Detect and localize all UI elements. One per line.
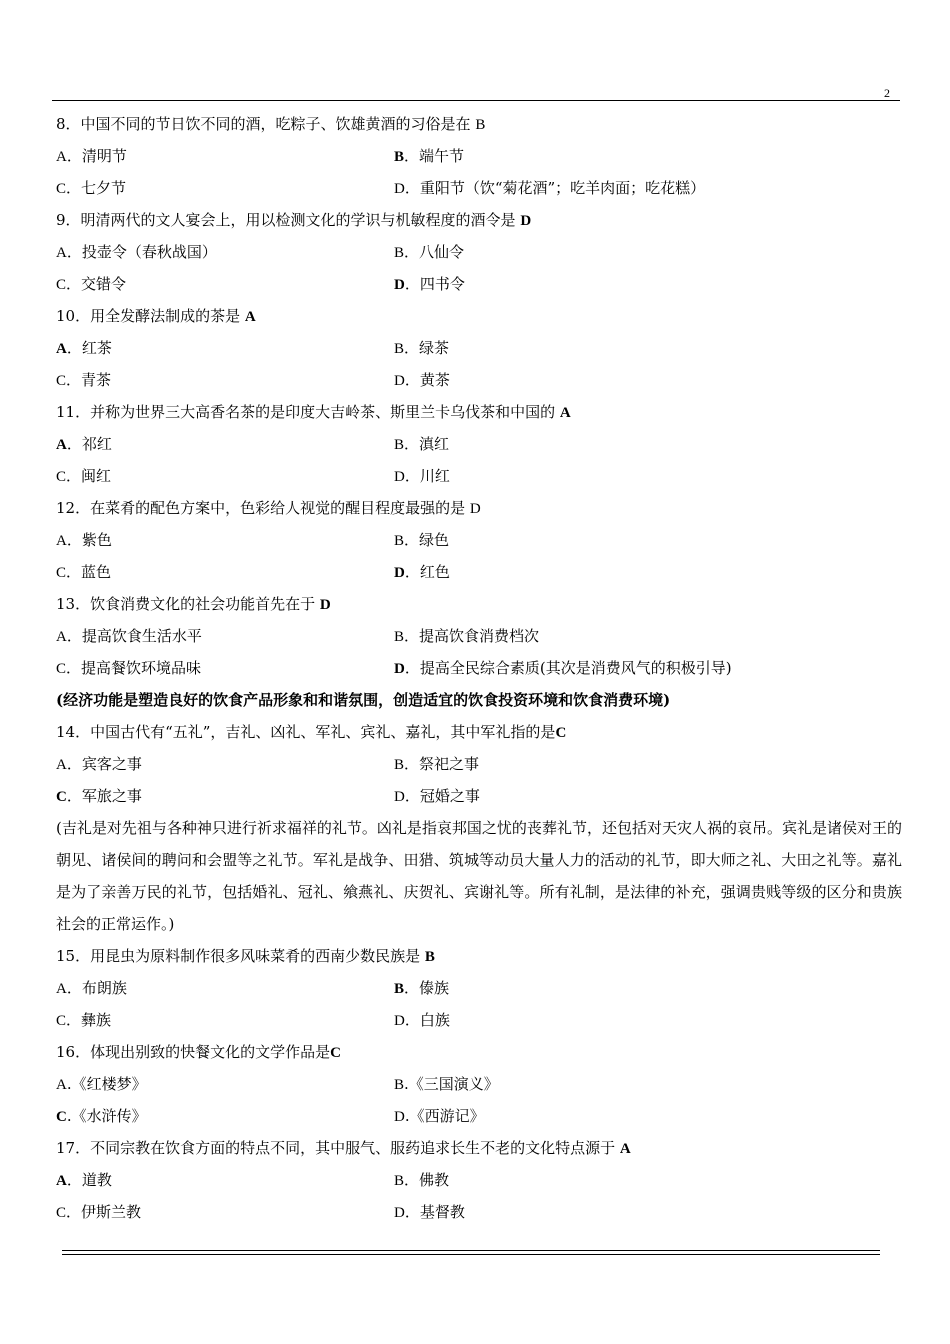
options-row (56, 172, 902, 204)
option-d (394, 780, 480, 813)
option-text: ．祁红 (66, 435, 112, 453)
question-stem (56, 716, 902, 748)
option-letter: B (394, 437, 405, 453)
answer-key: A (619, 1141, 631, 1157)
option-text: ．八仙令 (404, 243, 465, 261)
option-c (56, 1100, 147, 1133)
option-letter: A (56, 533, 67, 549)
option-text: ．伊斯兰教 (66, 1203, 142, 1221)
option-c (56, 172, 126, 205)
option-letter: C (56, 373, 67, 389)
option-d (394, 1100, 485, 1133)
option-letter: D (394, 277, 405, 293)
option-text: ．黄茶 (404, 371, 450, 389)
question-text: 13．饮食消费文化的社会功能首先在于 (56, 595, 320, 613)
option-text: ．紫色 (66, 531, 112, 549)
option-d (394, 1196, 465, 1229)
option-letter: A (56, 1077, 67, 1093)
option-b (394, 236, 464, 269)
option-text: ．蓝色 (66, 563, 112, 581)
options-row (56, 748, 902, 780)
answer-key: C (330, 1045, 341, 1061)
option-b (394, 1068, 499, 1101)
option-letter: C (56, 181, 67, 197)
option-letter: B (394, 149, 405, 165)
options-row (56, 364, 902, 396)
options-row (56, 780, 902, 812)
option-c (56, 556, 111, 589)
option-b (394, 972, 449, 1005)
option-a (56, 1164, 112, 1197)
option-c (56, 780, 142, 813)
page-number: 2 (884, 86, 890, 100)
option-d (394, 460, 450, 493)
question-text: 11．并称为世界三大高香名茶的是印度大吉岭茶、斯里兰卡乌伐茶和中国的 (56, 403, 560, 421)
answer-key: B (424, 949, 435, 965)
question-text: 8．中国不同的节日饮不同的酒，吃粽子、饮雄黄酒的习俗是在 (56, 115, 476, 133)
footer-rule (62, 1250, 880, 1255)
answer-key: C (555, 725, 567, 741)
question-text: 15．用昆虫为原料制作很多风味菜肴的西南少数民族是 (56, 947, 425, 965)
option-text: ．傣族 (404, 979, 450, 997)
option-letter: B (394, 1077, 405, 1093)
option-a (56, 748, 142, 781)
option-letter: C (56, 565, 67, 581)
option-text: ．红色 (404, 563, 450, 581)
options-row (56, 460, 902, 492)
option-letter: D (394, 1013, 405, 1029)
option-letter: D (394, 789, 405, 805)
option-letter: D (394, 469, 405, 485)
option-letter: A (56, 757, 67, 773)
option-letter: C (56, 789, 67, 805)
option-a (56, 1068, 147, 1101)
option-a (56, 140, 127, 173)
option-c (56, 268, 126, 301)
option-text: ．佛教 (404, 1171, 450, 1189)
options-row (56, 556, 902, 588)
option-c (56, 460, 111, 493)
option-text: ．白族 (404, 1011, 450, 1029)
option-a (56, 972, 127, 1005)
question-stem (56, 588, 902, 620)
answer-key: A (559, 405, 571, 421)
option-letter: D (394, 373, 405, 389)
option-text: ．提高全民综合素质(其次是消费风气的积极引导) (404, 659, 732, 677)
option-letter: B (394, 245, 405, 261)
option-letter: B (394, 981, 405, 997)
question-text: 10．用全发酵法制成的茶是 (56, 307, 245, 325)
header-rule (52, 100, 900, 101)
option-a (56, 332, 112, 365)
option-letter: D (394, 661, 405, 677)
question-text: 14．中国古代有“五礼”，吉礼、凶礼、军礼、宾礼、嘉礼，其中军礼指的是 (56, 723, 556, 741)
option-b (394, 748, 479, 781)
option-text: ．重阳节（饮“菊花酒”；吃羊肉面；吃花糕） (404, 179, 706, 197)
question-stem (56, 940, 902, 972)
question-stem (56, 1036, 902, 1068)
option-b (394, 524, 449, 557)
option-b (394, 332, 449, 365)
option-text: ．彝族 (66, 1011, 112, 1029)
option-text: ．清明节 (66, 147, 127, 165)
option-b (394, 1164, 449, 1197)
option-text: .《水浒传》 (66, 1107, 147, 1125)
option-text: ．七夕节 (66, 179, 127, 197)
options-row (56, 972, 902, 1004)
option-letter: C (56, 661, 67, 677)
option-text: ．四书令 (404, 275, 465, 293)
question-list (56, 108, 902, 1228)
option-text: ．端午节 (404, 147, 465, 165)
options-row (56, 1164, 902, 1196)
option-letter: C (56, 277, 67, 293)
option-text: ．军旅之事 (66, 787, 142, 805)
option-text: ．交错令 (66, 275, 127, 293)
option-text: ．提高饮食消费档次 (404, 627, 540, 645)
question-stem (56, 204, 902, 236)
options-row (56, 1100, 902, 1132)
answer-key: A (244, 309, 256, 325)
option-letter: B (394, 533, 405, 549)
question-stem (56, 108, 902, 140)
options-row (56, 1196, 902, 1228)
question-stem (56, 1132, 902, 1164)
option-letter: A (56, 981, 67, 997)
option-letter: A (56, 1173, 67, 1189)
option-text: ．投壶令（春秋战国） (66, 243, 217, 261)
option-a (56, 620, 202, 653)
option-letter: B (394, 757, 405, 773)
question-stem (56, 300, 902, 332)
question-stem (56, 396, 902, 428)
option-letter: C (56, 1109, 67, 1125)
option-d (394, 172, 705, 205)
option-letter: D (394, 1205, 405, 1221)
answer-key: B (475, 117, 486, 133)
option-c (56, 652, 201, 685)
option-text: .《西游记》 (404, 1107, 485, 1125)
option-text: ．布朗族 (66, 979, 127, 997)
question-text: 9．明清两代的文人宴会上，用以检测文化的学识与机敏程度的酒令是 (56, 211, 521, 229)
option-letter: D (394, 565, 405, 581)
option-text: ．宾客之事 (66, 755, 142, 773)
option-letter: C (56, 1205, 67, 1221)
options-row (56, 268, 902, 300)
options-row (56, 652, 902, 684)
option-letter: A (56, 629, 67, 645)
option-text: .《三国演义》 (404, 1075, 499, 1093)
options-row (56, 428, 902, 460)
options-row (56, 1068, 902, 1100)
option-letter: A (56, 149, 67, 165)
option-letter: B (394, 341, 405, 357)
option-text: .《红楼梦》 (66, 1075, 147, 1093)
option-c (56, 1004, 111, 1037)
options-row (56, 1004, 902, 1036)
option-a (56, 428, 112, 461)
explanation-note: (经济功能是塑造良好的饮食产品形象和和谐氛围，创造适宜的饮食投资环境和饮食消费环境) (56, 691, 671, 709)
option-c (56, 364, 111, 397)
option-text: ．红茶 (66, 339, 112, 357)
option-letter: B (394, 1173, 405, 1189)
option-d (394, 268, 465, 301)
option-text: ．闽红 (66, 467, 112, 485)
option-text: ．道教 (66, 1171, 112, 1189)
question-text: 16．体现出别致的快餐文化的文学作品是 (56, 1043, 331, 1061)
option-a (56, 236, 217, 269)
option-a (56, 524, 112, 557)
option-letter: D (394, 181, 405, 197)
option-letter: A (56, 245, 67, 261)
option-d (394, 1004, 450, 1037)
option-b (394, 620, 539, 653)
options-row (56, 140, 902, 172)
option-letter: D (394, 1109, 405, 1125)
option-text: ．基督教 (404, 1203, 465, 1221)
option-letter: C (56, 469, 67, 485)
option-d (394, 652, 732, 685)
question-text: 12．在菜肴的配色方案中，色彩给人视觉的醒目程度最强的是 (56, 499, 470, 517)
options-row (56, 332, 902, 364)
option-text: ．绿茶 (404, 339, 450, 357)
option-letter: B (394, 629, 405, 645)
question-text: 17．不同宗教在饮食方面的特点不同，其中服气、服药追求长生不老的文化特点源于 (56, 1139, 620, 1157)
answer-key: D (319, 597, 331, 613)
option-text: ．提高餐饮环境品味 (66, 659, 202, 677)
option-b (394, 428, 449, 461)
option-d (394, 364, 450, 397)
options-row (56, 620, 902, 652)
option-b (394, 140, 464, 173)
option-text: ．绿色 (404, 531, 450, 549)
option-letter: A (56, 437, 67, 453)
option-text: ．滇红 (404, 435, 450, 453)
option-text: ．青茶 (66, 371, 112, 389)
option-c (56, 1196, 141, 1229)
option-letter: A (56, 341, 67, 357)
option-text: ．冠婚之事 (404, 787, 480, 805)
option-text: ．川红 (404, 467, 450, 485)
options-row (56, 524, 902, 556)
option-text: ．提高饮食生活水平 (66, 627, 202, 645)
question-stem (56, 492, 902, 524)
answer-key: D (469, 501, 481, 517)
options-row (56, 236, 902, 268)
option-text: ．祭祀之事 (404, 755, 480, 773)
answer-key: D (520, 213, 532, 229)
option-letter: C (56, 1013, 67, 1029)
explanation-note: (吉礼是对先祖与各种神只进行祈求福祥的礼节。凶礼是指哀邦国之忧的丧葬礼节，还包括对天灾人祸的哀吊。宾礼是诸侯对王的朝见、诸侯间的聘问和会盟等之礼节。军礼是战争、田猎、筑城等动员大量人力的活动的礼节，即大师之礼、大田之礼等。嘉礼是为了亲善万民的礼节，包括婚礼、冠礼、飨燕礼、庆贺礼、宾谢礼等。所有礼制，是法律的补充，强调贵贱等级的区分和贵族社会的正常运作。) (56, 819, 902, 933)
option-d (394, 556, 450, 589)
